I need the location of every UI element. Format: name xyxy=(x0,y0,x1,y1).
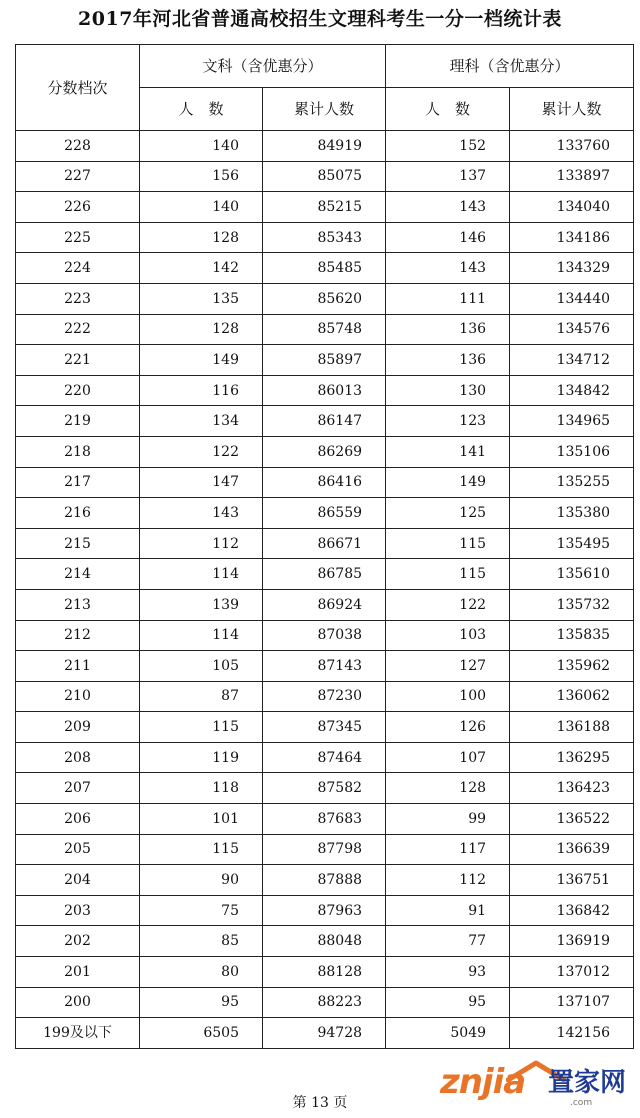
arts-count-cell: 140 xyxy=(140,131,263,162)
science-count-cell: 136 xyxy=(386,314,510,345)
science-cumulative-cell: 135255 xyxy=(510,467,634,498)
score-cell: 207 xyxy=(16,773,140,804)
science-count-cell: 5049 xyxy=(386,1018,510,1049)
table-row xyxy=(16,712,634,743)
score-cell: 210 xyxy=(16,681,140,712)
score-cell: 228 xyxy=(16,131,140,162)
score-cell: 205 xyxy=(16,834,140,865)
table-row xyxy=(16,314,634,345)
table-row xyxy=(16,987,634,1018)
score-table xyxy=(15,44,634,1049)
science-cumulative-cell: 136842 xyxy=(510,895,634,926)
arts-cumulative-cell: 87683 xyxy=(263,804,386,835)
science-cumulative-cell: 136639 xyxy=(510,834,634,865)
score-cell: 209 xyxy=(16,712,140,743)
science-count-cell: 143 xyxy=(386,192,510,223)
table-row xyxy=(16,742,634,773)
science-cumulative-cell: 134186 xyxy=(510,222,634,253)
arts-cumulative-cell: 87798 xyxy=(263,834,386,865)
score-cell: 215 xyxy=(16,528,140,559)
table-row xyxy=(16,804,634,835)
arts-count-cell: 134 xyxy=(140,406,263,437)
score-cell: 203 xyxy=(16,895,140,926)
science-count-cell: 128 xyxy=(386,773,510,804)
science-cumulative-cell: 134965 xyxy=(510,406,634,437)
arts-count-cell: 75 xyxy=(140,895,263,926)
arts-count-cell: 139 xyxy=(140,589,263,620)
arts-count-cell: 116 xyxy=(140,375,263,406)
science-count-cell: 123 xyxy=(386,406,510,437)
arts-cumulative-cell: 88128 xyxy=(263,957,386,988)
watermark-url: .com xyxy=(570,1098,593,1108)
arts-cumulative-cell: 87963 xyxy=(263,895,386,926)
score-cell: 216 xyxy=(16,498,140,529)
science-count-cell: 112 xyxy=(386,865,510,896)
table-row xyxy=(16,436,634,467)
arts-cumulative-cell: 85075 xyxy=(263,161,386,192)
page-title: 2017年河北省普通高校招生文理科考生一分一档统计表 xyxy=(78,8,562,30)
page-number: 第 13 页 xyxy=(292,1095,348,1111)
science-count-cell: 127 xyxy=(386,651,510,682)
arts-count-cell: 114 xyxy=(140,559,263,590)
score-cell: 225 xyxy=(16,222,140,253)
science-count-cell: 115 xyxy=(386,528,510,559)
arts-cumulative-cell: 87143 xyxy=(263,651,386,682)
science-count-cell: 100 xyxy=(386,681,510,712)
header-row-group xyxy=(16,45,634,88)
arts-cumulative-cell: 87038 xyxy=(263,620,386,651)
arts-cumulative-cell: 85620 xyxy=(263,283,386,314)
science-cumulative-cell: 135495 xyxy=(510,528,634,559)
score-cell: 221 xyxy=(16,345,140,376)
table-row xyxy=(16,161,634,192)
site-watermark-logo xyxy=(420,1060,635,1114)
table-row xyxy=(16,620,634,651)
science-count-cell: 107 xyxy=(386,742,510,773)
science-count-cell: 137 xyxy=(386,161,510,192)
score-cell: 218 xyxy=(16,436,140,467)
science-cumulative-cell: 135835 xyxy=(510,620,634,651)
arts-cumulative-cell: 86924 xyxy=(263,589,386,620)
science-count-cell: 146 xyxy=(386,222,510,253)
science-cumulative-cell: 135380 xyxy=(510,498,634,529)
score-cell: 202 xyxy=(16,926,140,957)
science-count-cell: 125 xyxy=(386,498,510,529)
arts-cumulative-cell: 87888 xyxy=(263,865,386,896)
arts-count-cell: 112 xyxy=(140,528,263,559)
score-cell: 224 xyxy=(16,253,140,284)
science-count-cell: 95 xyxy=(386,987,510,1018)
score-column-header: 分数档次 xyxy=(16,45,140,131)
score-cell: 217 xyxy=(16,467,140,498)
arts-cumulative-cell: 87345 xyxy=(263,712,386,743)
science-cumulative-cell: 134712 xyxy=(510,345,634,376)
science-cumulative-cell: 135610 xyxy=(510,559,634,590)
arts-count-cell: 122 xyxy=(140,436,263,467)
score-cell: 199及以下 xyxy=(16,1018,140,1049)
arts-count-cell: 80 xyxy=(140,957,263,988)
science-cumulative-cell: 136919 xyxy=(510,926,634,957)
arts-count-cell: 95 xyxy=(140,987,263,1018)
science-count-cell: 93 xyxy=(386,957,510,988)
science-group-header: 理科（含优惠分） xyxy=(386,45,634,88)
arts-cumulative-cell: 86269 xyxy=(263,436,386,467)
arts-count-cell: 128 xyxy=(140,222,263,253)
score-cell: 212 xyxy=(16,620,140,651)
arts-cumulative-cell: 94728 xyxy=(263,1018,386,1049)
science-count-cell: 152 xyxy=(386,131,510,162)
science-cumulative-cell: 136751 xyxy=(510,865,634,896)
science-count-cell: 91 xyxy=(386,895,510,926)
arts-group-header: 文科（含优惠分） xyxy=(140,45,386,88)
score-cell: 204 xyxy=(16,865,140,896)
science-cumulative-cell: 134440 xyxy=(510,283,634,314)
arts-count-cell: 135 xyxy=(140,283,263,314)
arts-cumulative-cell: 86013 xyxy=(263,375,386,406)
arts-cumulative-cell: 87582 xyxy=(263,773,386,804)
arts-cumulative-cell: 85748 xyxy=(263,314,386,345)
arts-count-cell: 128 xyxy=(140,314,263,345)
arts-count-cell: 140 xyxy=(140,192,263,223)
science-count-cell: 149 xyxy=(386,467,510,498)
arts-count-cell: 143 xyxy=(140,498,263,529)
science-cumulative-cell: 133897 xyxy=(510,161,634,192)
table-row xyxy=(16,1018,634,1049)
score-cell: 219 xyxy=(16,406,140,437)
table-row xyxy=(16,865,634,896)
arts-cumulative-cell: 85897 xyxy=(263,345,386,376)
table-row xyxy=(16,131,634,162)
table-row xyxy=(16,834,634,865)
science-count-cell: 126 xyxy=(386,712,510,743)
table-row xyxy=(16,283,634,314)
table-row xyxy=(16,375,634,406)
science-count-cell: 111 xyxy=(386,283,510,314)
arts-cumulative-cell: 84919 xyxy=(263,131,386,162)
science-cumulative-cell: 134329 xyxy=(510,253,634,284)
score-cell: 208 xyxy=(16,742,140,773)
arts-cumulative-cell: 86785 xyxy=(263,559,386,590)
science-cumulative-cell: 135106 xyxy=(510,436,634,467)
science-count-cell: 103 xyxy=(386,620,510,651)
science-count-cell: 77 xyxy=(386,926,510,957)
arts-count-cell: 119 xyxy=(140,742,263,773)
arts-cumulative-cell: 86147 xyxy=(263,406,386,437)
table-row xyxy=(16,498,634,529)
table-row xyxy=(16,773,634,804)
arts-count-cell: 85 xyxy=(140,926,263,957)
table-row xyxy=(16,926,634,957)
science-cumulative-cell: 134842 xyxy=(510,375,634,406)
arts-cumulative-header: 累计人数 xyxy=(263,88,386,131)
score-cell: 222 xyxy=(16,314,140,345)
watermark-brand-text: znjia xyxy=(440,1062,526,1102)
arts-cumulative-cell: 85215 xyxy=(263,192,386,223)
arts-count-cell: 101 xyxy=(140,804,263,835)
table-row xyxy=(16,345,634,376)
watermark-brand-cn: 置家网 xyxy=(548,1068,627,1098)
science-count-cell: 143 xyxy=(386,253,510,284)
arts-cumulative-cell: 85485 xyxy=(263,253,386,284)
score-cell: 227 xyxy=(16,161,140,192)
science-cumulative-cell: 135962 xyxy=(510,651,634,682)
arts-count-cell: 90 xyxy=(140,865,263,896)
arts-cumulative-cell: 87464 xyxy=(263,742,386,773)
score-cell: 220 xyxy=(16,375,140,406)
science-count-cell: 141 xyxy=(386,436,510,467)
arts-cumulative-cell: 86671 xyxy=(263,528,386,559)
table-row xyxy=(16,406,634,437)
science-count-cell: 115 xyxy=(386,559,510,590)
arts-cumulative-cell: 88223 xyxy=(263,987,386,1018)
science-cumulative-cell: 133760 xyxy=(510,131,634,162)
table-body xyxy=(16,131,634,1049)
arts-count-cell: 149 xyxy=(140,345,263,376)
table-row xyxy=(16,222,634,253)
arts-count-header: 人 数 xyxy=(140,88,263,131)
science-cumulative-cell: 136295 xyxy=(510,742,634,773)
arts-count-cell: 115 xyxy=(140,712,263,743)
arts-cumulative-cell: 85343 xyxy=(263,222,386,253)
science-cumulative-cell: 136522 xyxy=(510,804,634,835)
arts-cumulative-cell: 87230 xyxy=(263,681,386,712)
table-row xyxy=(16,651,634,682)
science-cumulative-cell: 137107 xyxy=(510,987,634,1018)
arts-count-cell: 156 xyxy=(140,161,263,192)
arts-count-cell: 147 xyxy=(140,467,263,498)
score-cell: 223 xyxy=(16,283,140,314)
science-cumulative-cell: 136188 xyxy=(510,712,634,743)
science-count-cell: 136 xyxy=(386,345,510,376)
table-row xyxy=(16,253,634,284)
table-row xyxy=(16,528,634,559)
score-cell: 213 xyxy=(16,589,140,620)
table-row xyxy=(16,681,634,712)
science-cumulative-cell: 134040 xyxy=(510,192,634,223)
score-cell: 201 xyxy=(16,957,140,988)
arts-count-cell: 6505 xyxy=(140,1018,263,1049)
science-count-cell: 122 xyxy=(386,589,510,620)
score-cell: 206 xyxy=(16,804,140,835)
score-cell: 211 xyxy=(16,651,140,682)
score-cell: 214 xyxy=(16,559,140,590)
arts-count-cell: 118 xyxy=(140,773,263,804)
science-count-cell: 130 xyxy=(386,375,510,406)
arts-count-cell: 114 xyxy=(140,620,263,651)
science-cumulative-cell: 137012 xyxy=(510,957,634,988)
table-row xyxy=(16,559,634,590)
science-count-header: 人 数 xyxy=(386,88,510,131)
arts-cumulative-cell: 86416 xyxy=(263,467,386,498)
science-count-cell: 99 xyxy=(386,804,510,835)
science-cumulative-cell: 136062 xyxy=(510,681,634,712)
science-cumulative-cell: 142156 xyxy=(510,1018,634,1049)
arts-cumulative-cell: 88048 xyxy=(263,926,386,957)
arts-count-cell: 142 xyxy=(140,253,263,284)
arts-count-cell: 105 xyxy=(140,651,263,682)
science-cumulative-cell: 134576 xyxy=(510,314,634,345)
score-cell: 226 xyxy=(16,192,140,223)
arts-cumulative-cell: 86559 xyxy=(263,498,386,529)
table-row xyxy=(16,192,634,223)
table-row xyxy=(16,467,634,498)
science-cumulative-cell: 136423 xyxy=(510,773,634,804)
science-count-cell: 117 xyxy=(386,834,510,865)
score-cell: 200 xyxy=(16,987,140,1018)
science-cumulative-cell: 135732 xyxy=(510,589,634,620)
science-cumulative-header: 累计人数 xyxy=(510,88,634,131)
table-row xyxy=(16,589,634,620)
table-row xyxy=(16,957,634,988)
arts-count-cell: 87 xyxy=(140,681,263,712)
table-row xyxy=(16,895,634,926)
arts-count-cell: 115 xyxy=(140,834,263,865)
